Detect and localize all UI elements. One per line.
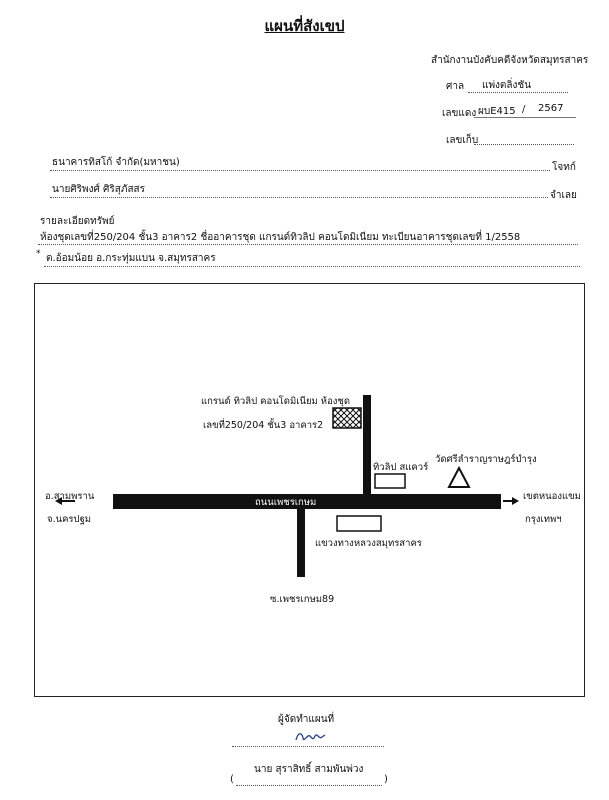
case-label: เลขแดง [442,108,477,119]
map-drawing [35,284,586,698]
right-arrow-head [512,497,519,505]
court-value: แพ่งตลิ่งชัน [482,80,532,91]
handwritten-signature [293,728,327,746]
bullet-mark: * [36,249,41,259]
highway-office-box [337,516,381,531]
file-label: เลขเก็บ [446,135,479,146]
soi-label: ซ.เพชรเกษม89 [270,594,335,605]
case-underline [474,117,576,118]
signature-dotline [232,746,384,747]
file-dotline [474,144,574,145]
left-destination-1: อ.สามพราน [45,491,95,502]
property-dotline-1 [38,244,578,245]
temple-triangle [449,468,469,487]
name-dotline [236,785,382,786]
sketch-map [34,283,585,697]
property-dotline-2 [44,266,580,267]
temple-label: วัดศรีลำราญราษฎร์บำรุง [435,454,537,465]
defendant-name: นายศิริพงศ์ ศิริสุภัสสร [52,184,146,195]
left-destination-2: จ.นครปฐม [47,514,92,525]
defendant-dotline [50,197,548,198]
office-name: สำนักงานบังคับคดีจังหวัดสมุทรสาคร [431,55,589,66]
property-heading: รายละเอียดทรัพย์ [40,216,115,227]
right-destination-1: เขตหนองแขม [523,491,581,502]
condo-label-1: แกรนด์ ทิวลิป คอนโดมิเนียม ห้องชุด [201,396,351,407]
case-separator: / [522,104,526,115]
market-label: ทิวลิป สแควร์ [373,462,429,473]
case-year: 2567 [538,103,564,114]
defendant-role: จำเลย [550,190,577,201]
open-paren: ( [230,774,234,785]
signer-label: ผู้จัดทำแผนที่ [278,714,335,725]
main-road-label: ถนนเพชรเกษม [255,497,317,508]
court-dotline [468,92,568,93]
court-label: ศาล [446,81,465,92]
plaintiff-role: โจทก์ [552,162,576,173]
plaintiff-name: ธนาคารทิสโก้ จำกัด(มหาชน) [52,157,180,168]
highway-office-label: แขวงทางหลวงสมุทรสาคร [315,538,422,549]
right-destination-2: กรุงเทพฯ [525,514,562,525]
case-value: ผบE415 [478,106,516,117]
condo-access-road [363,395,371,495]
page-title: แผนที่สังเขป [264,17,345,35]
condo-building [333,408,361,428]
tulip-square-box [375,474,405,488]
condo-label-2: เลขที่250/204 ชั้น3 อาคาร2 [203,420,324,431]
soi-road [297,509,305,577]
property-line-2: ต.อ้อมน้อย อ.กระทุ่มแบน จ.สมุทรสาคร [46,253,216,264]
signer-name: นาย สุราสิทธิ์ สามพันพ่วง [254,764,364,775]
property-line-1: ห้องชุดเลขที่250/204 ชั้น3 อาคาร2 ชื่ออาคารชุด แกรนด์ทิวลิป คอนโดมิเนียม ทะเบียนอาคารชุดเลขที่ 1/2558 [40,232,521,243]
close-paren: ) [384,774,388,785]
plaintiff-dotline [50,170,550,171]
